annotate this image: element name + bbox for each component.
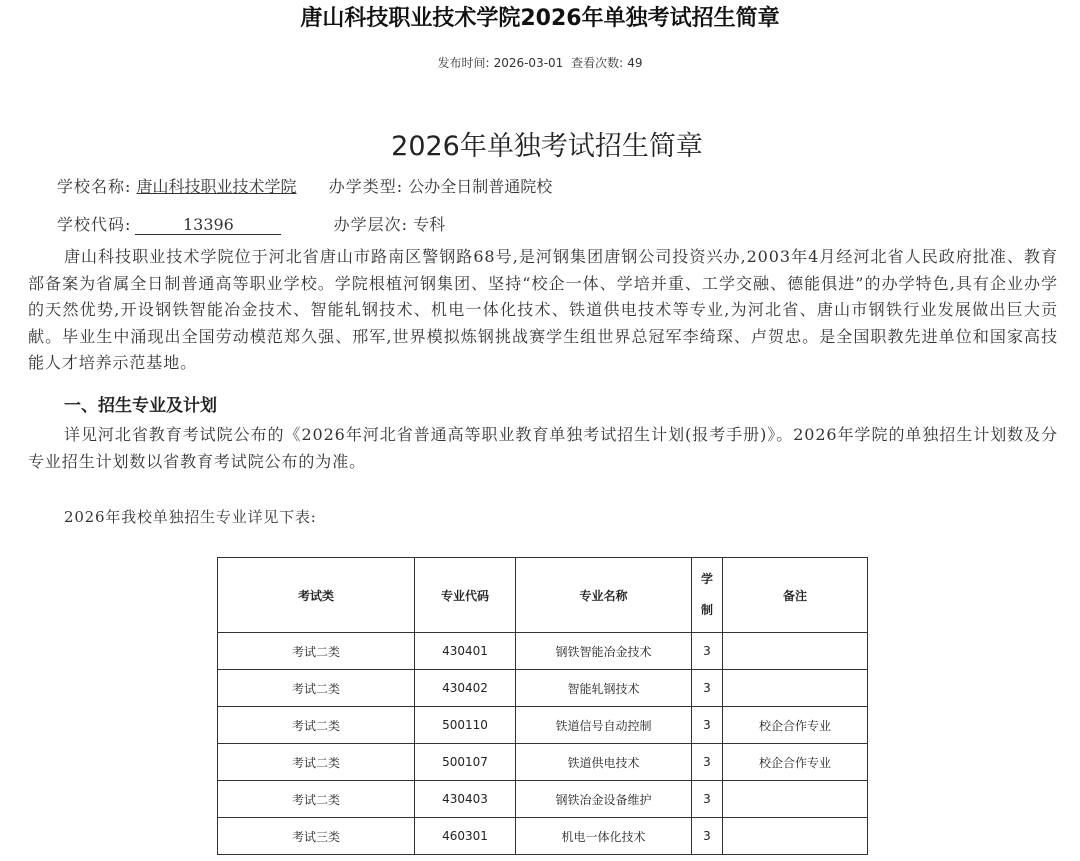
cell-major-code: 460301	[415, 818, 516, 855]
page-title: 唐山科技职业技术学院2026年单独考试招生简章	[300, 6, 780, 31]
enrollment-plan-paragraph: 详见河北省教育考试院公布的《2026年河北省普通高等职业教育单独考试招生计划(报考手册)》。2026年学院的单独招生计划数及分专业招生计划数以省教育考试院公布的为准。	[28, 425, 1058, 471]
publish-date: 2026-03-01	[493, 56, 564, 70]
school-info-row-2	[57, 214, 445, 236]
cell-years: 3	[692, 744, 723, 781]
school-level-label: 办学层次:	[333, 215, 408, 234]
cell-exam-category: 考试二类	[218, 744, 415, 781]
header-exam-category: 考试类	[218, 558, 415, 633]
header-major-name: 专业名称	[516, 558, 692, 633]
school-name-label: 学校名称:	[57, 177, 132, 196]
cell-major-code: 430403	[415, 781, 516, 818]
cell-years: 3	[692, 633, 723, 670]
school-code-label: 学校代码:	[57, 215, 132, 234]
view-count: 49	[627, 56, 643, 70]
cell-note	[723, 781, 868, 818]
section-heading-enrollment: 一、招生专业及计划	[64, 396, 217, 416]
school-name-value: 唐山科技职业技术学院	[136, 177, 297, 196]
major-table	[217, 557, 868, 855]
cell-major-name: 钢铁冶金设备维护	[516, 781, 692, 818]
header-note: 备注	[723, 558, 868, 633]
table-row	[218, 633, 868, 670]
cell-note	[723, 670, 868, 707]
header-years-label: 学制	[701, 572, 714, 617]
table-row	[218, 707, 868, 744]
cell-note	[723, 633, 868, 670]
cell-exam-category: 考试三类	[218, 818, 415, 855]
cell-major-code: 500107	[415, 744, 516, 781]
school-code-value: 13396	[135, 216, 281, 235]
cell-major-name: 铁道信号自动控制	[516, 707, 692, 744]
school-info-row-1	[57, 176, 552, 198]
cell-years: 3	[692, 670, 723, 707]
header-major-code: 专业代码	[415, 558, 516, 633]
cell-exam-category: 考试二类	[218, 707, 415, 744]
table-row	[218, 818, 868, 855]
table-intro: 2026年我校单独招生专业详见下表:	[64, 508, 317, 526]
cell-note: 校企合作专业	[723, 744, 868, 781]
cell-years: 3	[692, 707, 723, 744]
table-header-row	[218, 558, 868, 633]
school-type-value: 公办全日制普通院校	[408, 177, 553, 196]
cell-note	[723, 818, 868, 855]
cell-major-name: 智能轧钢技术	[516, 670, 692, 707]
cell-major-name: 钢铁智能冶金技术	[516, 633, 692, 670]
publish-meta	[0, 54, 1080, 72]
cell-years: 3	[692, 781, 723, 818]
view-count-label: 查看次数:	[571, 56, 624, 70]
cell-major-code: 430402	[415, 670, 516, 707]
table-row	[218, 670, 868, 707]
cell-exam-category: 考试二类	[218, 633, 415, 670]
school-type-label: 办学类型:	[328, 177, 404, 196]
cell-major-name: 机电一体化技术	[516, 818, 692, 855]
cell-exam-category: 考试二类	[218, 781, 415, 818]
cell-note: 校企合作专业	[723, 707, 868, 744]
cell-major-code: 500110	[415, 707, 516, 744]
cell-major-name: 铁道供电技术	[516, 744, 692, 781]
publish-date-label: 发布时间:	[437, 56, 490, 70]
table-row	[218, 781, 868, 818]
cell-major-code: 430401	[415, 633, 516, 670]
article-title: 2026年单独考试招生简章	[391, 131, 703, 162]
school-level-value: 专科	[413, 215, 446, 234]
table-row	[218, 744, 868, 781]
cell-years: 3	[692, 818, 723, 855]
cell-exam-category: 考试二类	[218, 670, 415, 707]
intro-paragraph: 唐山科技职业技术学院位于河北省唐山市路南区警钢路68号,是河钢集团唐钢公司投资兴办,2003年4月经河北省人民政府批准、教育部备案为省属全日制普通高等职业学校。学院根植河钢集团、坚持“校企一体、学培并重、工学交融、德能俱进”的办学特色,具有企业办学的天然优势,开设钢铁智能冶金技术、智能轧钢技术、机电一体化技术、铁道供电技术等专业,为河北省、唐山市钢铁行业发展做出巨大贡献。毕业生中涌现出全国劳动模范郑久强、邢军,世界模拟炼钢挑战赛学生组世界总冠军李绮琛、卢贺忠。是全国职教先进单位和国家高技能人才培养示范基地。	[28, 247, 1058, 372]
header-years	[692, 558, 723, 633]
